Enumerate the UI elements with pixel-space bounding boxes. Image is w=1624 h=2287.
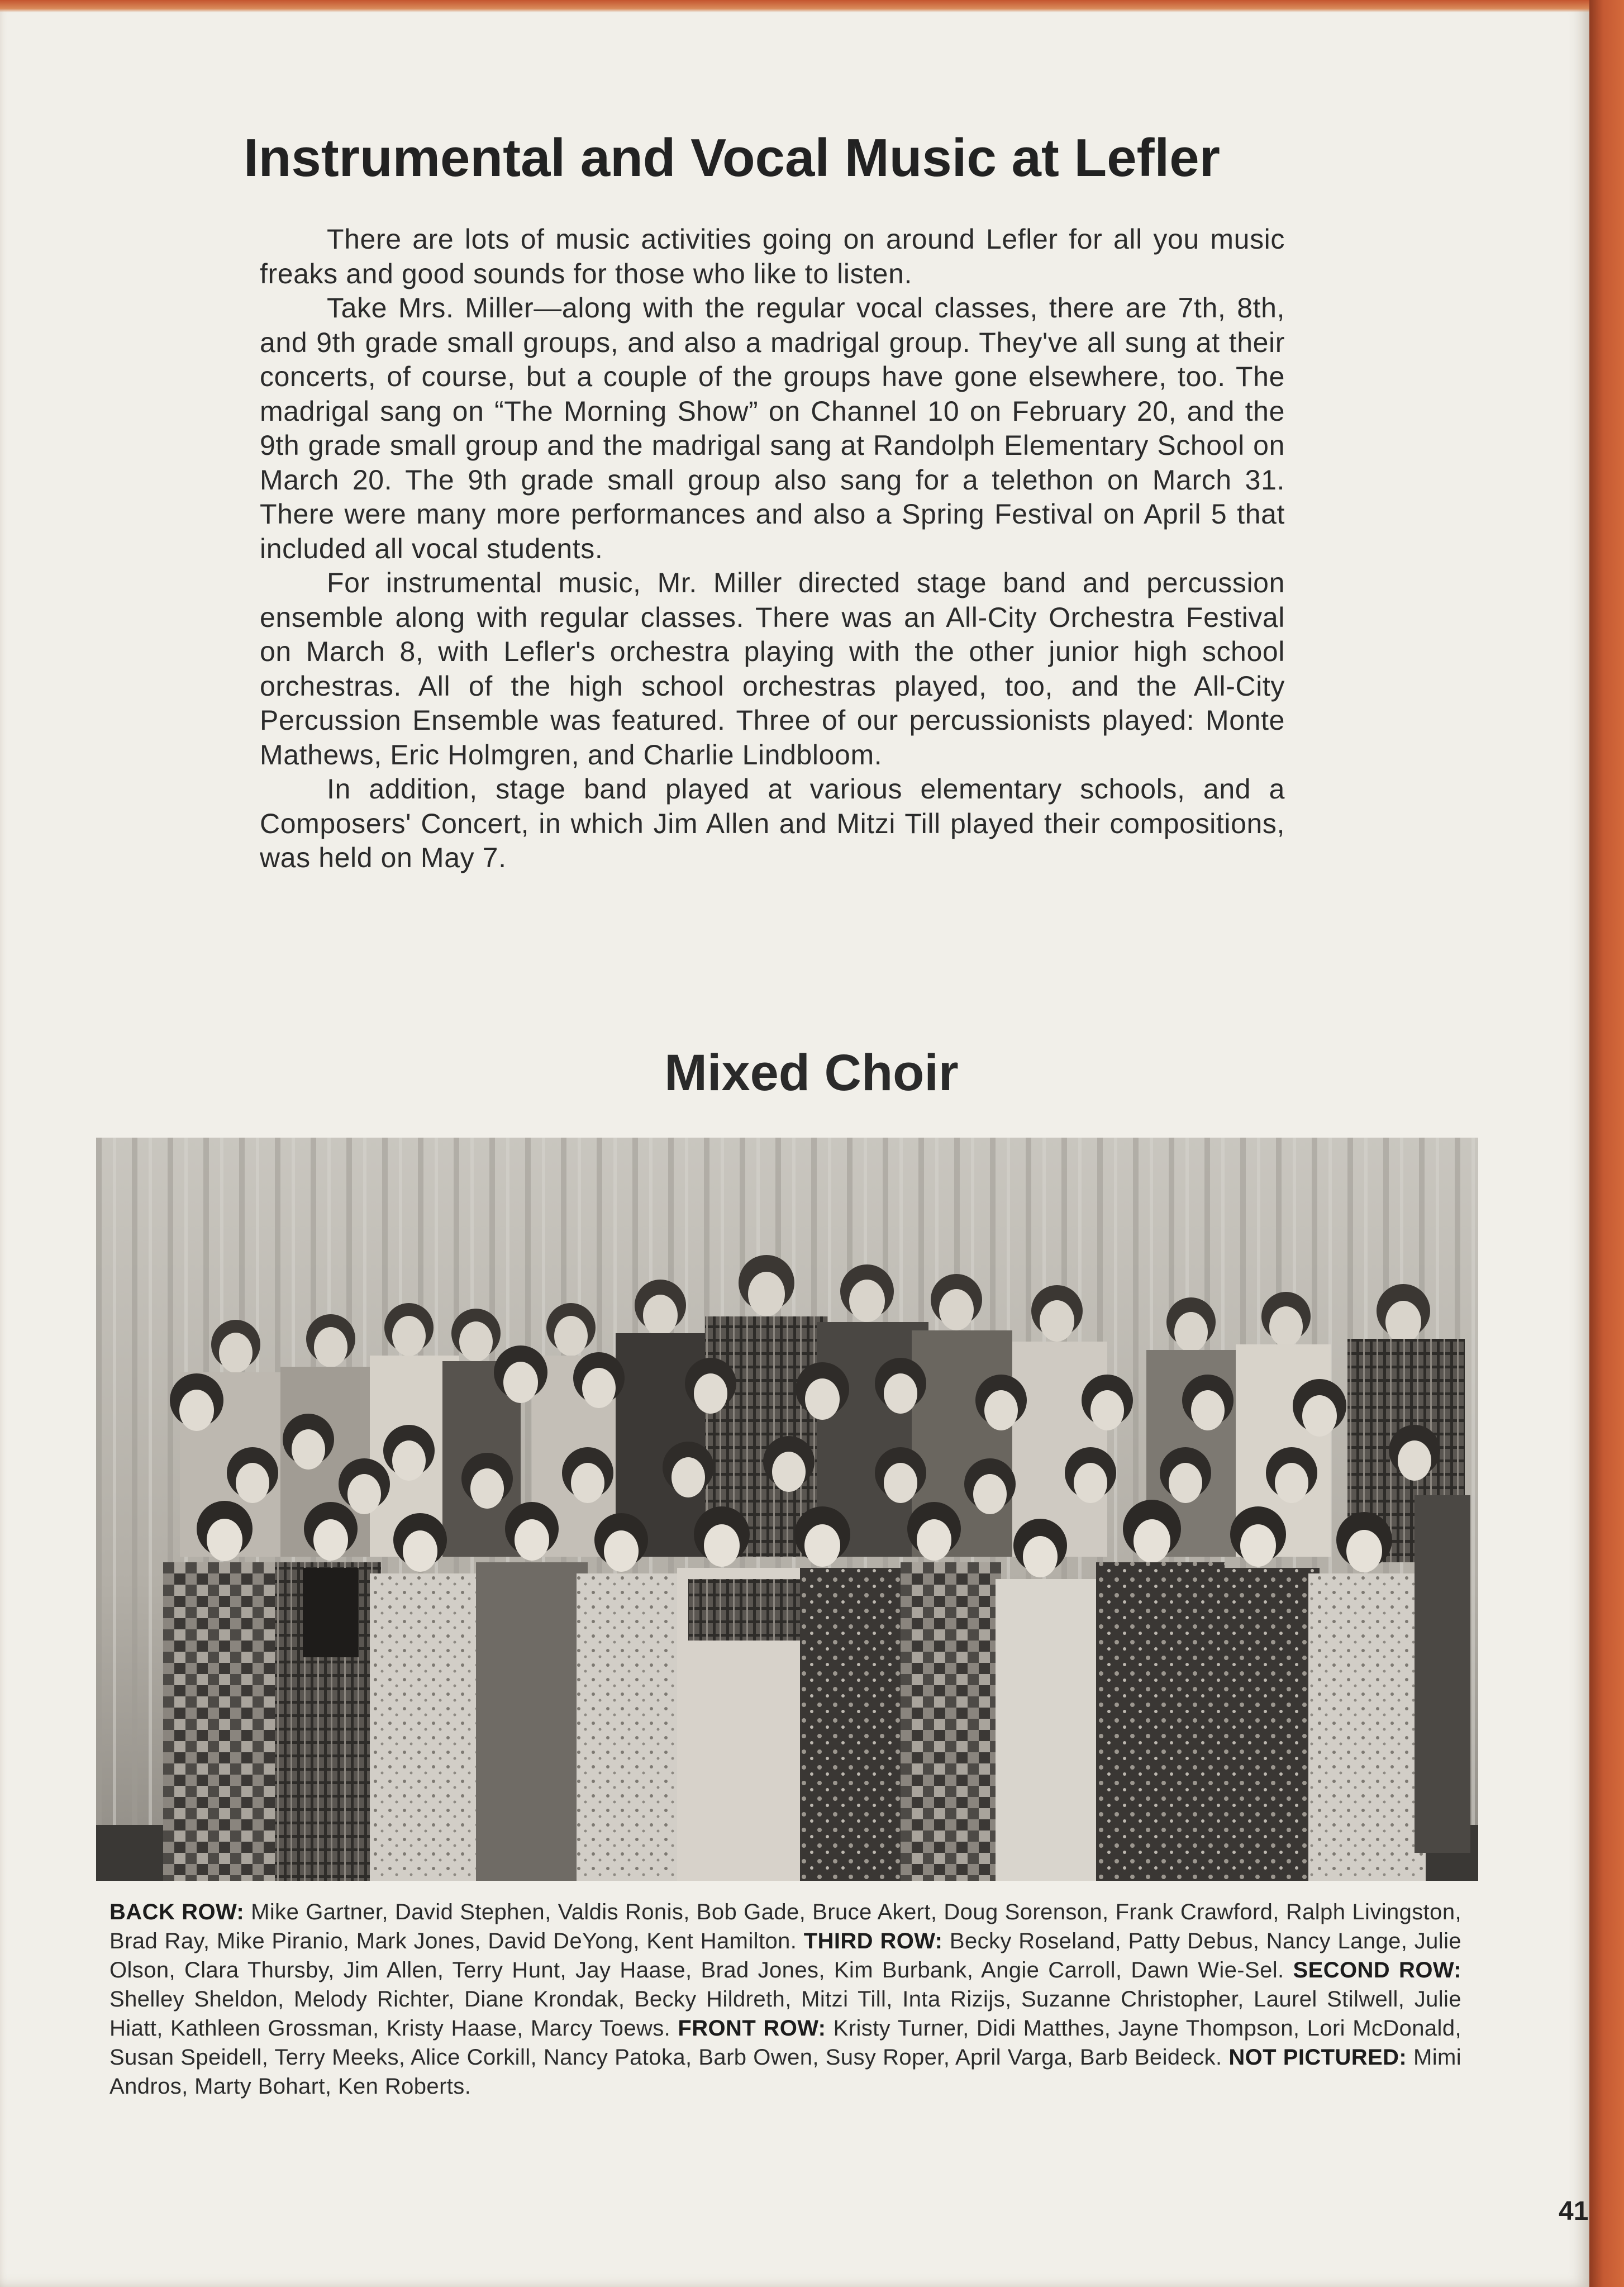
caption-not-pictured-names: Mimi Andros, Marty Bohart, Ken Roberts. [109, 2045, 1462, 2099]
caption-front-row-names: Kristy Turner, Didi Matthes, Jayne Thompson, Lori McDonald, Susan Speidell, Terry Meeks, Alice Corkill, Nancy Patoka, Barb Owen, Susy Roper, April Varga, Barb Beideck. [109, 2016, 1462, 2070]
article-paragraph: In addition, stage band played at various elementary schools, and a Composers' Concert, in which Jim Allen and Mitzi Till played their compositions, was held on May 7. [260, 773, 1285, 873]
caption-label-third-row: THIRD ROW: [803, 1929, 943, 1953]
article-paragraph: There are lots of music activities going on around Lefler for all you music freaks and good sounds for those who like to listen. [260, 224, 1285, 289]
caption-second-row-names: Shelley Sheldon, Melody Richter, Diane Krondak, Becky Hildreth, Mitzi Till, Inta Rizijs, Suzanne Christopher, Laurel Stilwell, Julie Hiatt, Kathleen Grossman, Kristy Haase, Marcy Toews. [109, 1987, 1461, 2041]
caption-label-not-pictured: NOT PICTURED: [1228, 2045, 1407, 2070]
section-title: Mixed Choir [664, 1044, 959, 1101]
book-cover-edge [1589, 0, 1624, 2287]
caption-label-front-row: FRONT ROW: [678, 2016, 826, 2041]
caption-label-second-row: SECOND ROW: [1293, 1958, 1461, 1982]
photo-caption [109, 1898, 1461, 2101]
page-number: 41 [1559, 2196, 1589, 2226]
caption-third-row-names: Becky Roseland, Patty Debus, Nancy Lange, Julie Olson, Clara Thursby, Jim Allen, Terry Hunt, Jay Haase, Brad Jones, Kim Burbank, Angie Carroll, Dawn Wie-Sel. [109, 1929, 1462, 1982]
headline: Instrumental and Vocal Music at Lefler [244, 128, 1220, 188]
page-top-edge [0, 0, 1624, 12]
article-paragraph: For instrumental music, Mr. Miller directed stage band and percussion ensemble along with regular classes. There was an All-City Orchestra Festival on March 8, with Lefler's orchestra playing with the other junior high school orchestras. All of the high school orchestras played, too, and the All-City Percussion Ensemble was featured. Three of our percussionists played: Monte Mathews, Eric Holmgren, and Charlie Lindbloom. [260, 567, 1285, 771]
caption-label-back-row: BACK ROW: [109, 1900, 245, 1924]
article-body [260, 222, 1285, 876]
article-paragraph: Take Mrs. Miller—along with the regular vocal classes, there are 7th, 8th, and 9th grade small groups, and also a madrigal group. They've all sung at their concerts, of course, but a couple of the groups have gone elsewhere, too. The madrigal sang on “The Morning Show” on Channel 10 on February 20, and the 9th grade small group and the madrigal sang at Randolph Elementary School on March 20. The 9th grade small group also sang for a telethon on March 31. There were many more performances and also a Spring Festival on April 5 that included all vocal students. [260, 292, 1285, 564]
caption-back-row-names: Mike Gartner, David Stephen, Valdis Ronis, Bob Gade, Bruce Akert, Doug Sorenson, Frank Crawford, Ralph Livingston, Brad Ray, Mike Piranio, Mark Jones, David DeYong, Kent Hamilton. [109, 1900, 1461, 1953]
group-photo-icon [96, 1138, 1478, 1881]
